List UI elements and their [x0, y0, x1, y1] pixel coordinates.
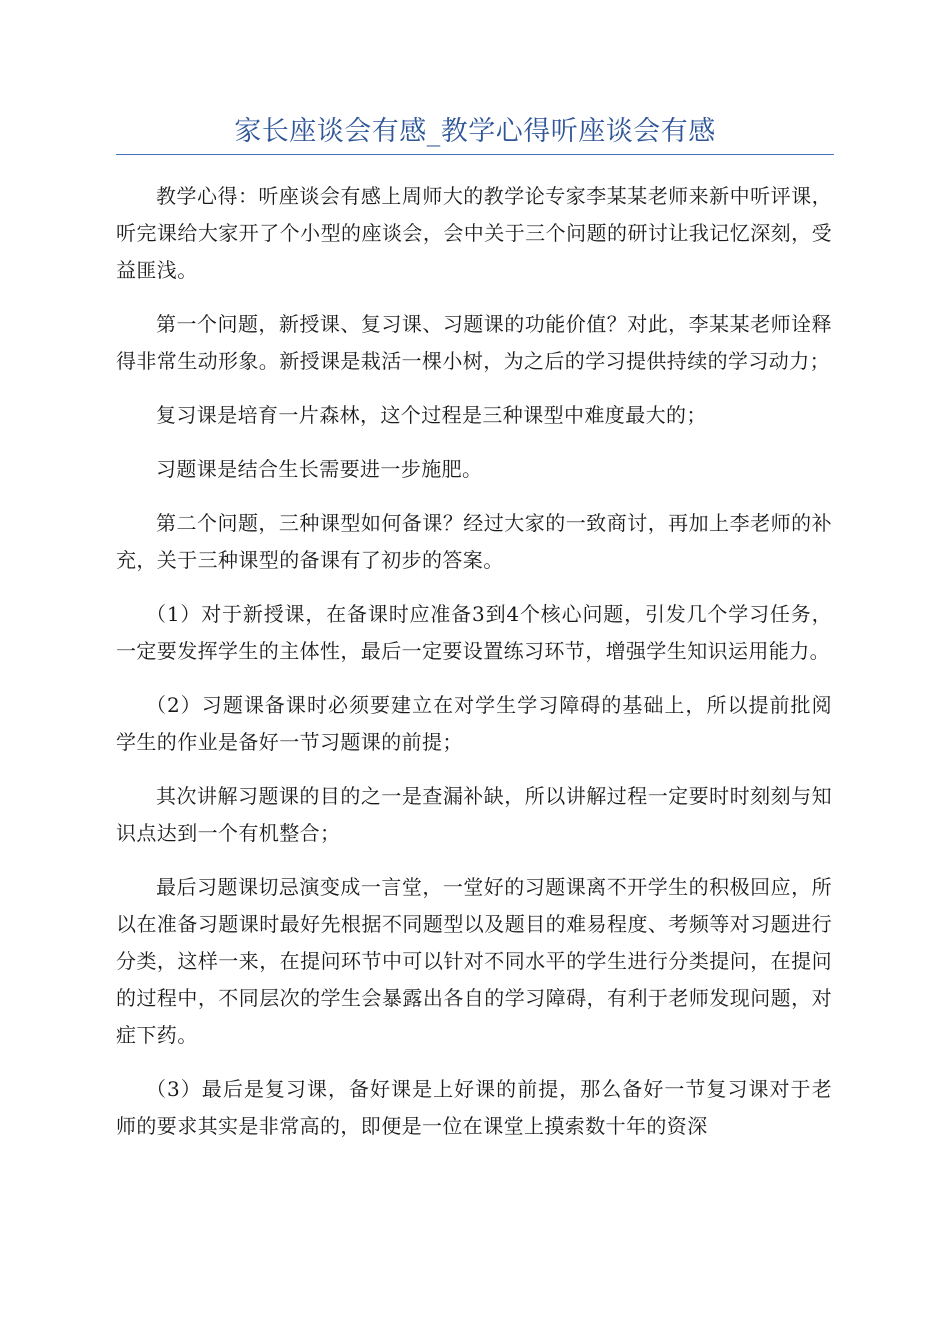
paragraph: 第一个问题，新授课、复习课、习题课的功能价值？对此，李某某老师诠释得非常生动形象。新授课是栽活一棵小树，为之后的学习提供持续的学习动力； — [116, 312, 832, 373]
paragraph: 习题课是结合生长需要进一步施肥。 — [156, 457, 483, 481]
title-block — [116, 112, 834, 155]
numbered-paragraph: （2）习题课备课时必须要建立在对学生学习障碍的基础上，所以提前批阅学生的作业是备好一节习题课的前提； — [116, 693, 832, 754]
paragraph: 第二个问题，三种课型如何备课？经过大家的一致商讨，再加上李老师的补充，关于三种课型的备课有了初步的答案。 — [116, 511, 832, 572]
numbered-paragraph: （1）对于新授课，在备课时应准备3到4个核心问题，引发几个学习任务，一定要发挥学生的主体性，最后一定要设置练习环节，增强学生知识运用能力。 — [116, 602, 832, 663]
paragraph: 最后习题课切忌演变成一言堂，一堂好的习题课离不开学生的积极回应，所以在准备习题课时最好先根据不同题型以及题目的难易程度、考频等对习题进行分类，这样一来，在提问环节中可以针对不同水平的学生进行分类提问，在提问的过程中，不同层次的学生会暴露出各自的学习障碍，有利于老师发现问题，对症下药。 — [116, 875, 832, 1047]
paragraph: 其次讲解习题课的目的之一是查漏补缺，所以讲解过程一定要时时刻刻与知识点达到一个有机整合； — [116, 784, 832, 845]
document-title: 家长座谈会有感_教学心得听座谈会有感 — [234, 116, 716, 147]
document-body — [116, 178, 832, 1162]
paragraph: 教学心得：听座谈会有感上周师大的教学论专家李某某老师来新中听评课，听完课给大家开了个小型的座谈会，会中关于三个问题的研讨让我记忆深刻，受益匪浅。 — [116, 184, 832, 282]
title-underline — [116, 154, 834, 155]
numbered-paragraph: （3）最后是复习课，备好课是上好课的前提，那么备好一节复习课对于老师的要求其实是非常高的，即便是一位在课堂上摸索数十年的资深 — [116, 1077, 832, 1138]
paragraph: 复习课是培育一片森林，这个过程是三种课型中难度最大的； — [156, 403, 707, 427]
